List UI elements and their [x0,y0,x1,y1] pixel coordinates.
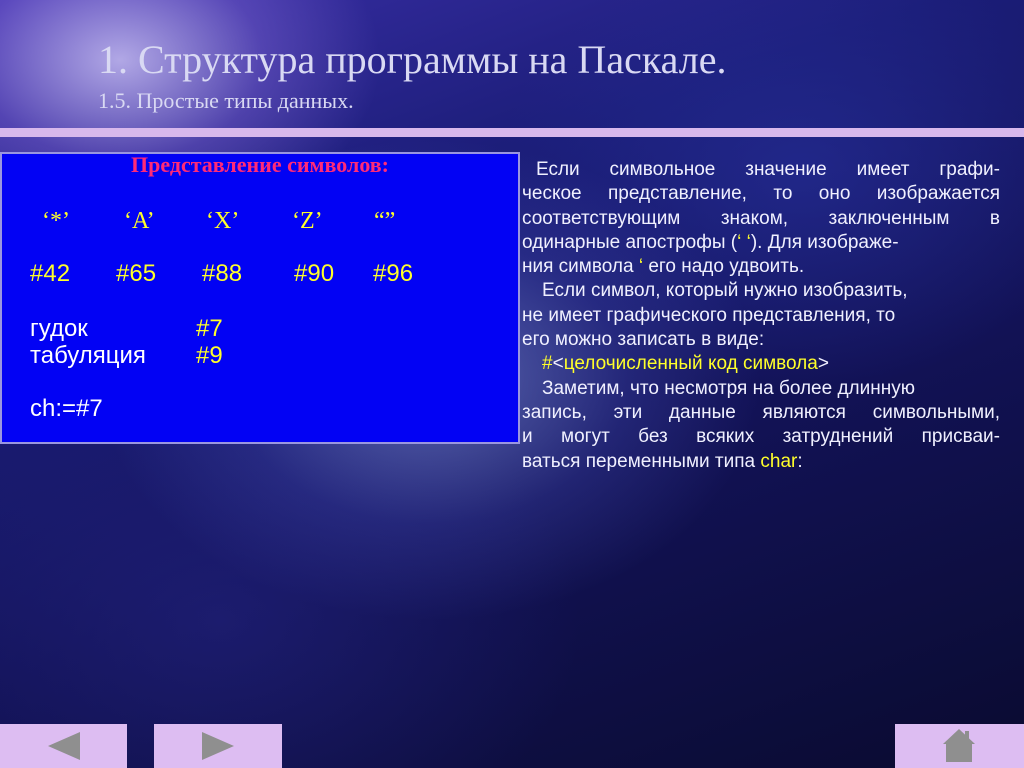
prev-slide-button[interactable] [0,724,127,768]
triangle-right-icon [202,732,234,760]
text-line: запись, эти данные являются символьными, [522,401,1000,423]
text-line: ваться переменными типа char: [522,450,803,472]
symbol-z: ‘Z’ [292,208,323,234]
symbol-star: ‘*’ [42,208,70,234]
text-line: Если символьное значение имеет графи- [536,159,1000,180]
code-88: #88 [202,260,243,287]
text-line: ческое представление, то оно изображается [522,183,1000,205]
text-line: Если символ, который нужно изобразить, [542,280,908,302]
text-line: не имеет графического представления, то [522,304,896,326]
text-line: одинарные апострофы (‘ ‘). Для изображе- [522,231,899,253]
symbol-x: ‘X’ [206,208,240,234]
text-line: #<целочисленный код символа> [542,353,829,375]
code-65: #65 [116,260,157,287]
home-button[interactable] [895,724,1024,768]
symbol-a: ‘A’ [124,208,155,234]
panel-heading: Представление символов: [131,152,389,177]
example-assignment: ch:=#7 [30,395,103,422]
next-slide-button[interactable] [154,724,282,768]
page-subtitle: 1.5. Простые типы данных. [98,88,354,113]
tab-code: #9 [196,342,223,369]
symbol-quote: “” [374,208,396,234]
code-90: #90 [294,260,335,287]
triangle-left-icon [48,732,80,760]
text-line: и могут без всяких затруднений присваи- [522,426,1000,448]
explanation-text [522,158,1000,474]
house-icon [942,728,976,764]
page-title: 1. Структура программы на Паскале. [98,37,727,82]
tab-label: табуляция [30,342,146,369]
text-line: соответствующим знаком, заключенным в [522,207,1000,229]
text-line: Заметим, что несмотря на более длинную [542,377,915,399]
text-line: его можно записать в виде: [522,329,765,351]
beep-code: #7 [196,315,223,342]
code-42: #42 [30,260,71,287]
code-96: #96 [373,260,414,287]
beep-label: гудок [30,315,88,342]
divider [0,128,1024,137]
text-line: ния символа ‘ его надо удвоить. [522,256,805,278]
